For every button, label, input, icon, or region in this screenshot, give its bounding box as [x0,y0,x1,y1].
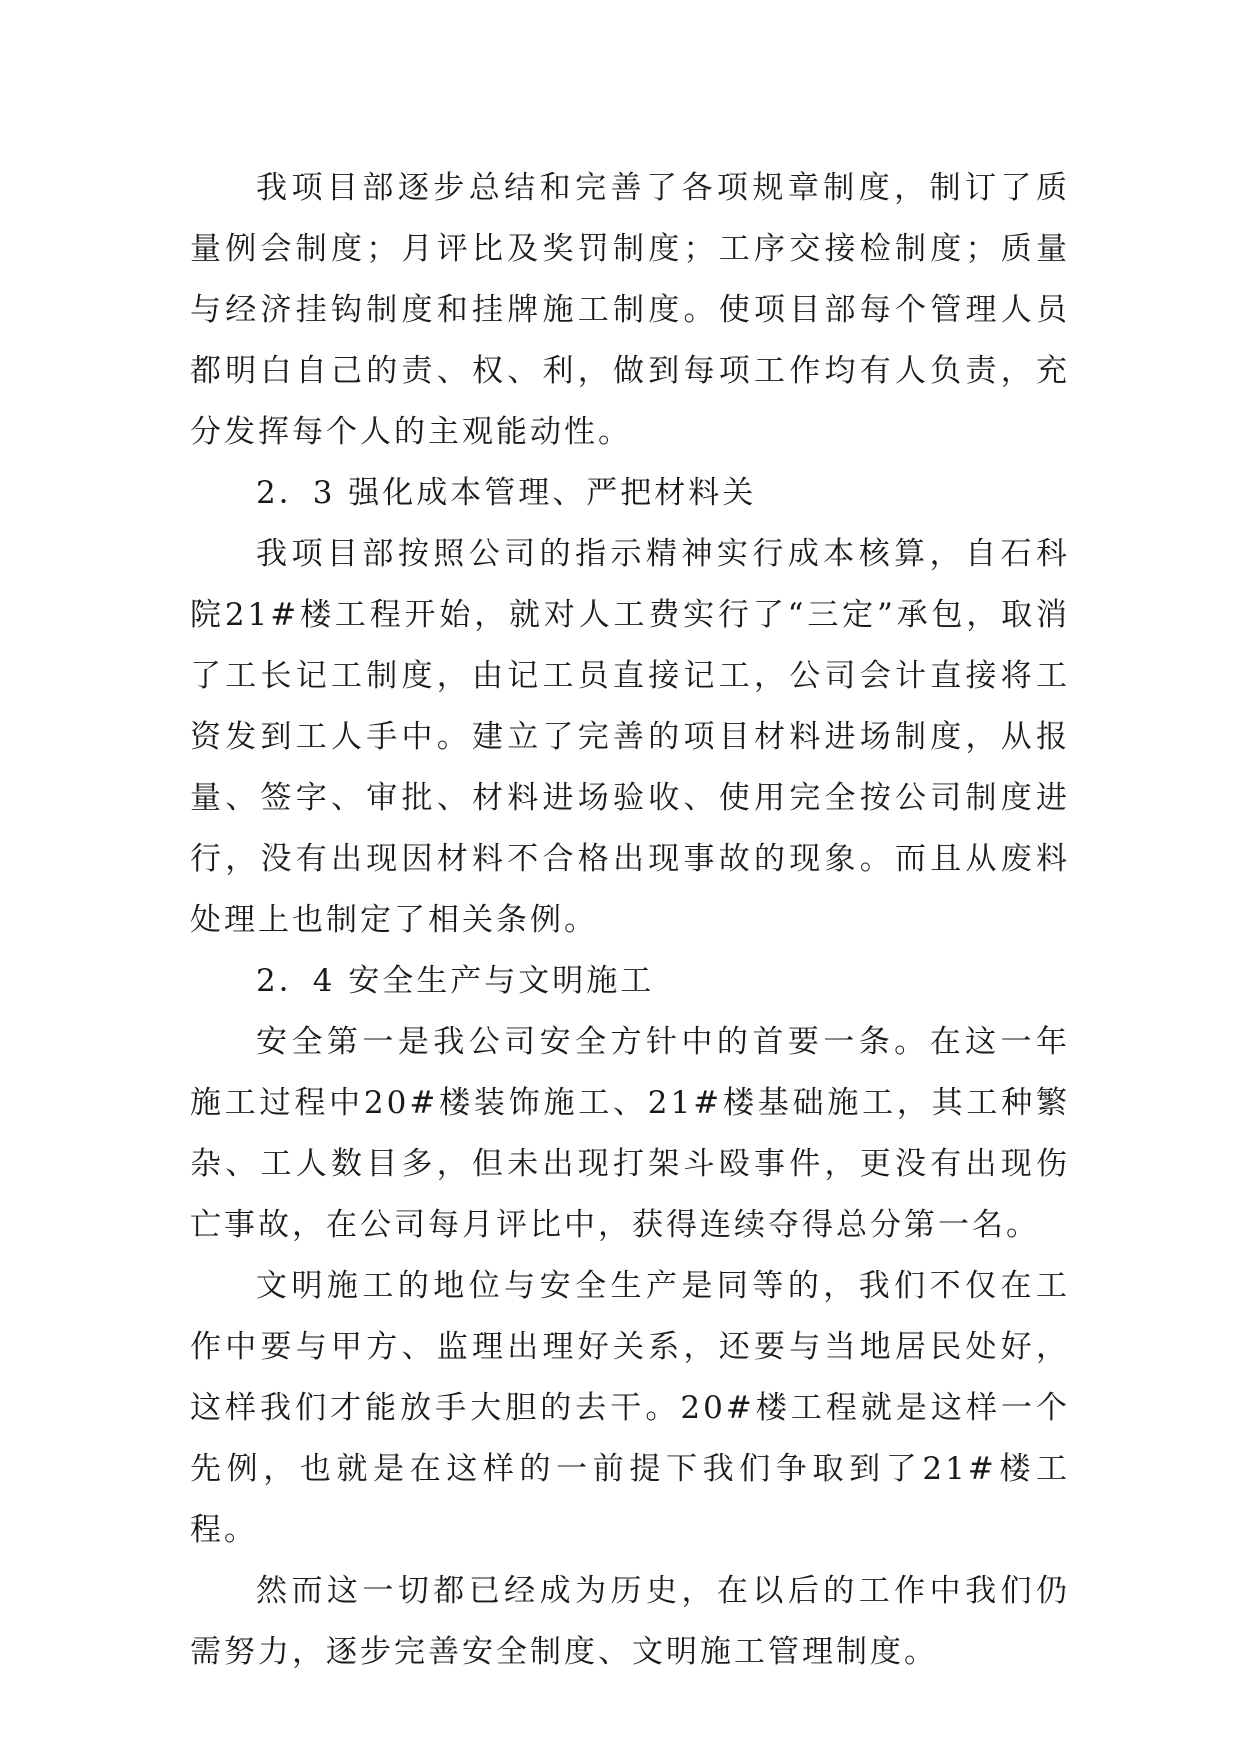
paragraph-civilized-construction: 文明施工的地位与安全生产是同等的，我们不仅在工作中要与甲方、监理出理好关系，还要与当地居民处好，这样我们才能放手大胆的去干。20#楼工程就是这样一个先例，也就是在这样的一前提下我们争取到了21#楼工程。 [190,1268,1070,1548]
paragraph-cost-management: 我项目部按照公司的指示精神实行成本核算，自石科院21#楼工程开始，就对人工费实行了“三定”承包，取消了工长记工制度，由记工员直接记工，公司会计直接将工资发到工人手中。建立了完善的项目材料进场制度，从报量、签字、审批、材料进场验收、使用完全按公司制度进行，没有出现因材料不合格出现事故的现象。而且从废料处理上也制定了相关条例。 [190,536,1070,938]
section-heading-2-4: 2．4 安全生产与文明施工 [256,963,655,999]
paragraph-regulations: 我项目部逐步总结和完善了各项规章制度，制订了质量例会制度；月评比及奖罚制度；工序交接检制度；质量与经济挂钩制度和挂牌施工制度。使项目部每个管理人员都明白自己的责、权、利，做到每项工作均有人负责，充分发挥每个人的主观能动性。 [190,170,1070,450]
paragraph-conclusion: 然而这一切都已经成为历史，在以后的工作中我们仍需努力，逐步完善安全制度、文明施工管理制度。 [190,1573,1070,1670]
section-heading-2-3: 2．3 强化成本管理、严把材料关 [256,475,757,511]
document-body [190,158,1070,1683]
paragraph-safety-first: 安全第一是我公司安全方针中的首要一条。在这一年施工过程中20#楼装饰施工、21#楼基础施工，其工种繁杂、工人数目多，但未出现打架斗殴事件，更没有出现伤亡事故，在公司每月评比中，获得连续夺得总分第一名。 [190,1024,1070,1243]
